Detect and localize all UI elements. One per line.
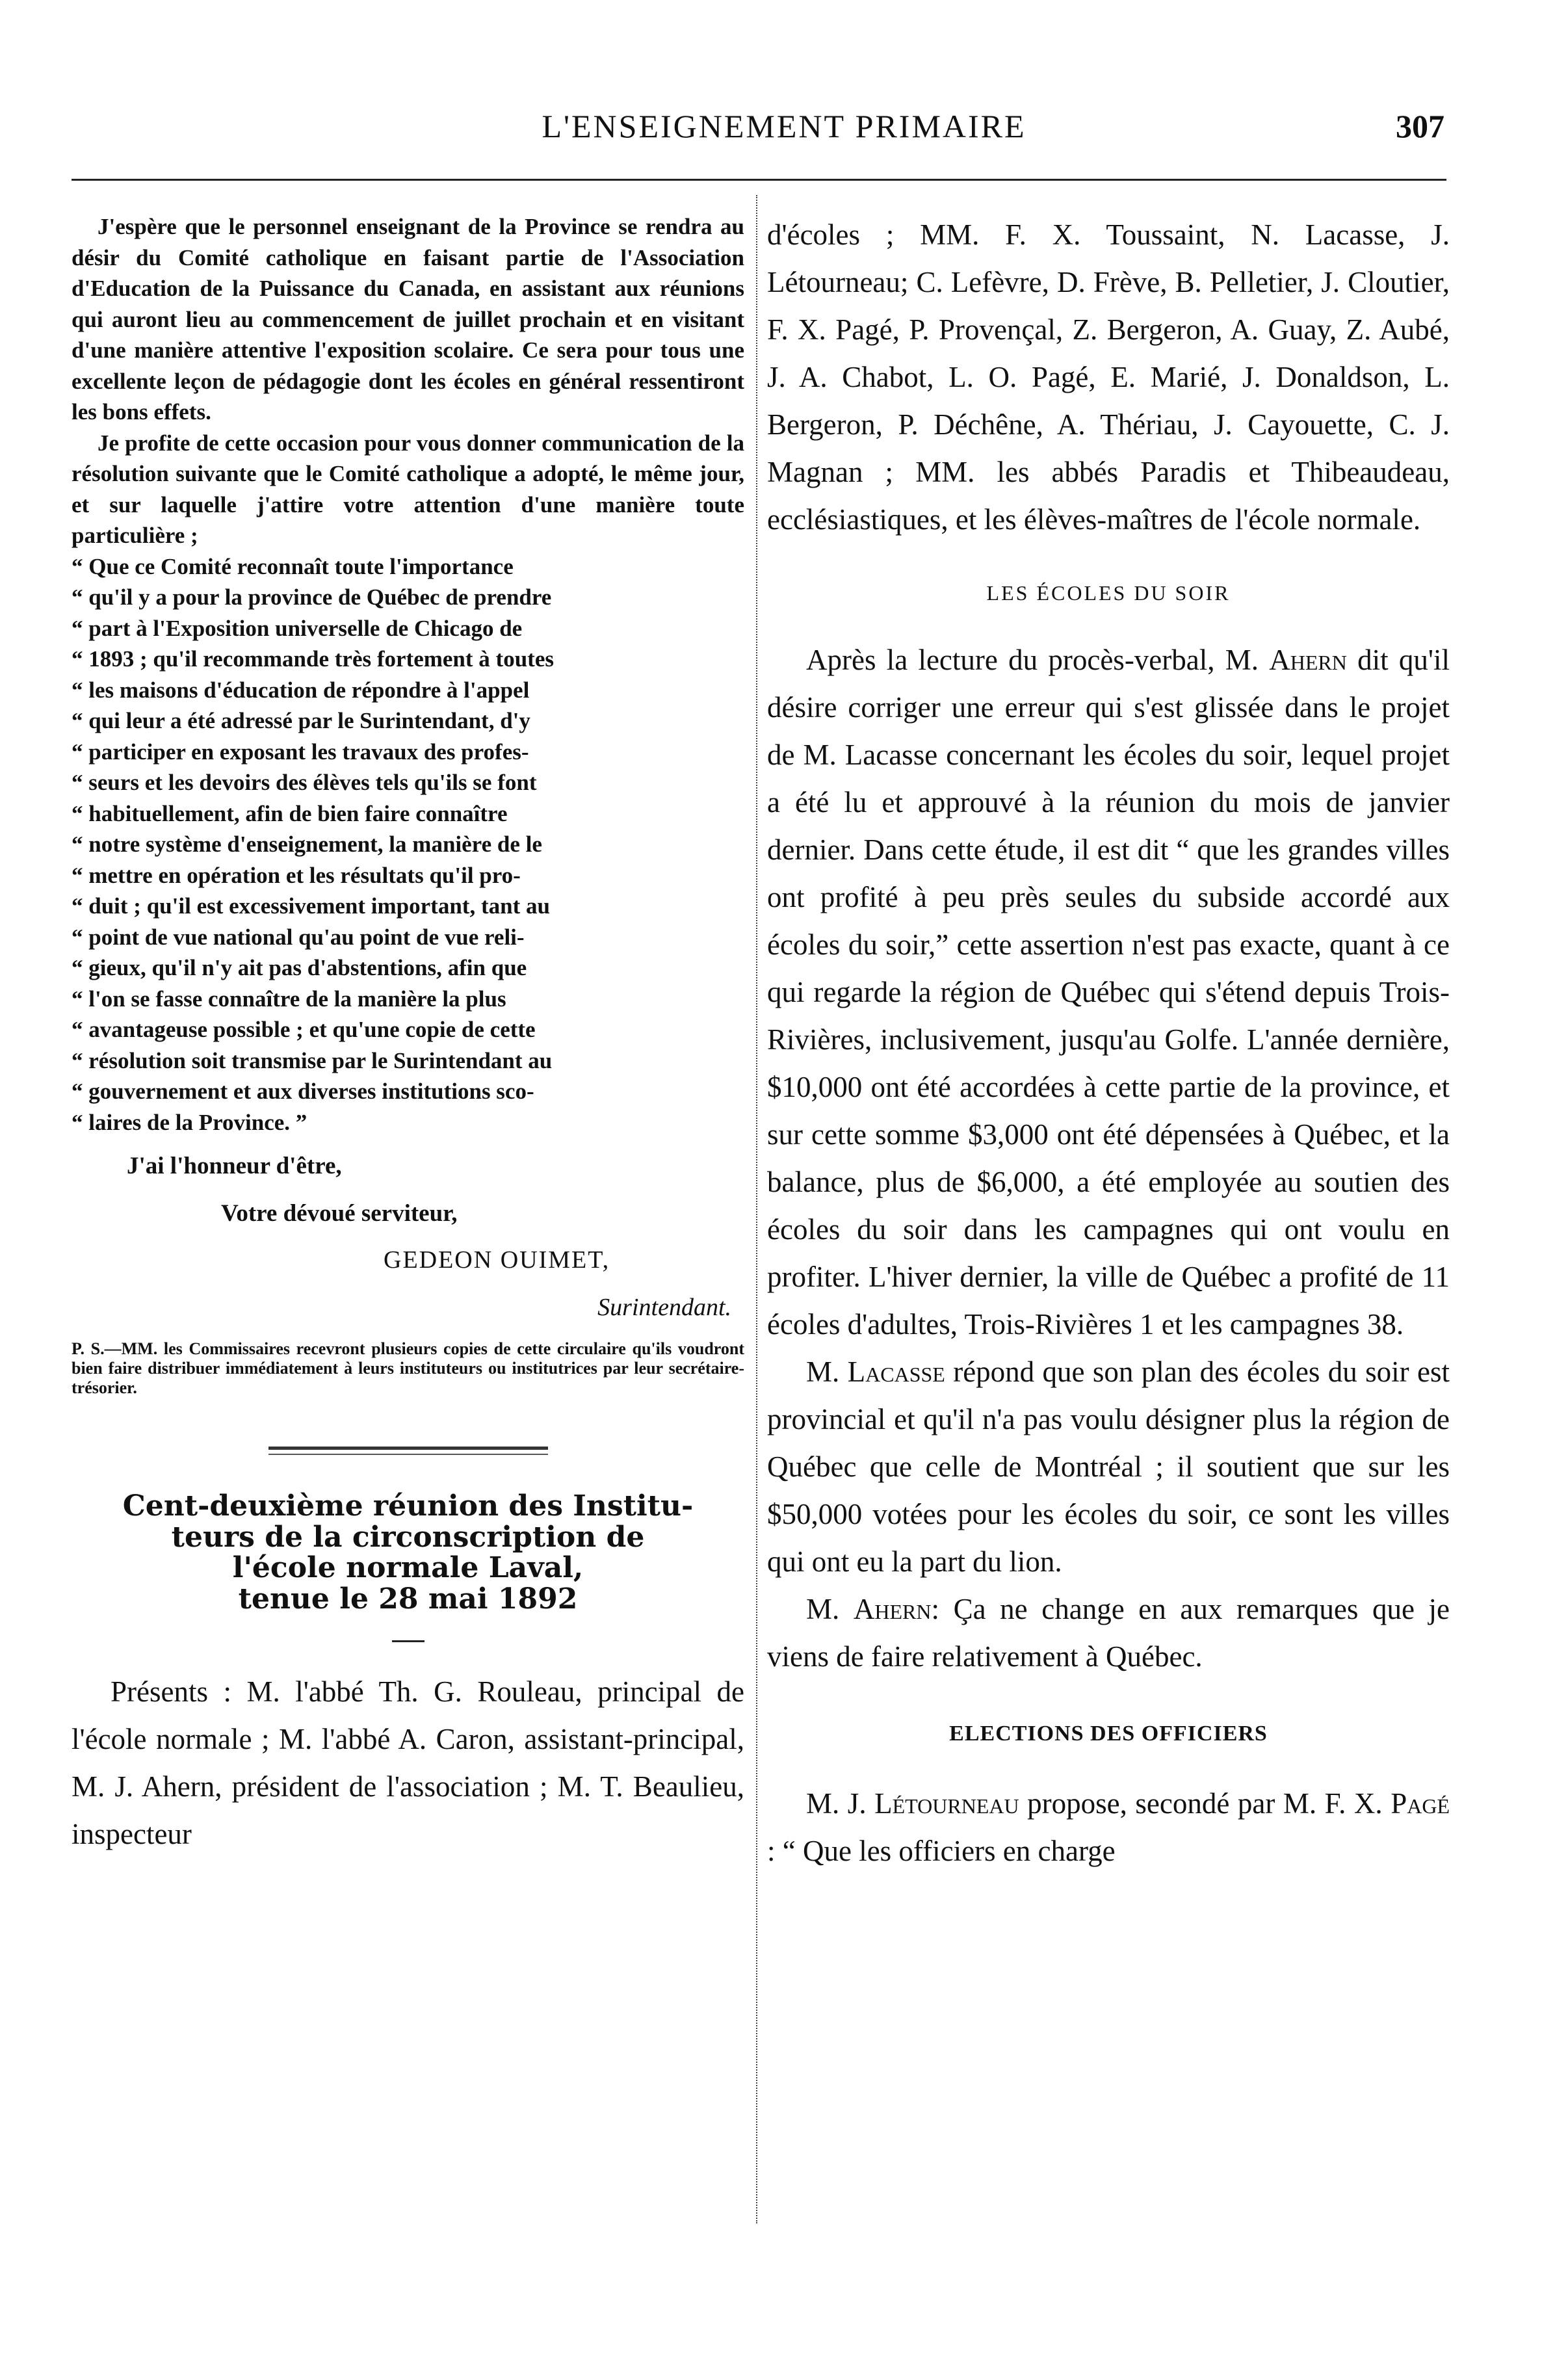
- resolution-line: “ avantageuse possible ; et qu'une copie de cette: [72, 1017, 536, 1042]
- resolution-line: “ Que ce Comité reconnaît toute l'importance: [72, 553, 514, 579]
- resolution-line: “ mettre en opération et les résultats qu'il pro-: [72, 862, 521, 888]
- closing-formula: J'ai l'honneur d'être,: [127, 1153, 342, 1179]
- resolution-line: “ part à l'Exposition universelle de Chicago de: [72, 615, 523, 641]
- section-heading-elections: ELECTIONS DES OFFICIERS: [949, 1722, 1268, 1746]
- paragraph: [767, 1348, 1450, 1586]
- resolution-line: “ l'on se fasse connaître de la manière la plus: [72, 986, 506, 1012]
- column-divider: [756, 195, 757, 2223]
- running-title: L'ENSEIGNEMENT PRIMAIRE: [542, 108, 1026, 144]
- page-header: [0, 107, 1568, 159]
- resolution-line: “ les maisons d'éducation de répondre à l'appel: [72, 677, 530, 703]
- meeting-heading-line: teurs de la circonscription de: [171, 1520, 645, 1554]
- text: M.: [806, 1356, 840, 1388]
- postscript: P. S.—MM. les Commissaires recevront plusieurs copies de cette circulaire qu'ils voudront bien faire distribuer immédiatement à leurs instituteurs ou institutrices par leur secrétaire-trésorier.: [72, 1339, 744, 1397]
- person-name: Létourneau: [874, 1787, 1019, 1820]
- signature-title: Surintendant.: [597, 1293, 731, 1321]
- right-text: [767, 211, 1450, 1875]
- person-name: Pagé: [1391, 1787, 1450, 1820]
- resolution-line: “ résolution soit transmise par le Surintendant au: [72, 1047, 553, 1073]
- text: dit qu'il désire corriger une erreur qui s'est glissée dans le projet de M. Lacasse concernant les écoles du soir, lequel projet a été lu et approuvé à la réunion du mois de janvier dernier. Dans cette étude, il est dit “ que les grandes villes ont profité à peu près seules du subside accordé aux écoles du soir,” cette assertion n'est pas exacte, quant à ce qui regarde la région de Québec qui s'étend depuis Trois-Rivières, inclusivement, jusqu'au Golfe. L'année dernière, $10,000 ont été accordées à cette partie de la province, et sur cette somme $3,000 ont été dépensées à Québec, et la balance, plus de $6,000, a été employée au soutien des écoles du soir dans les campagnes qui ont voulu en profiter. L'hiver dernier, la ville de Québec a profité de 11 écoles d'adultes, Trois-Rivières 1 et les campagnes 38.: [767, 644, 1450, 1341]
- meeting-heading-line: l'école normale Laval,: [232, 1551, 584, 1584]
- text: M.: [806, 1593, 840, 1625]
- text: M. J.: [806, 1787, 867, 1820]
- presents-block: [72, 1668, 744, 1858]
- meeting-heading-line: tenue le 28 mai 1892: [238, 1582, 578, 1616]
- closing-block: [72, 1151, 744, 1323]
- attendees-continuation: d'écoles ; MM. F. X. Toussaint, N. Lacasse, J. Létourneau; C. Lefèvre, D. Frève, B. Pelletier, J. Cloutier, F. X. Pagé, P. Provençal, Z. Bergeron, A. Guay, Z. Aubé, J. A. Chabot, L. O. Pagé, E. Marié, J. Donaldson, L. Bergeron, P. Déchêne, A. Thériau, J. Cayouette, C. J. Magnan ; MM. les abbés Paradis et Thibeaudeau, ecclésiastiques, et les élèves-maîtres de l'école normale.: [767, 218, 1450, 536]
- paragraph: [767, 636, 1450, 1348]
- resolution-line: “ participer en exposant les travaux des profes-: [72, 739, 529, 765]
- person-name: Ahern: [1269, 644, 1347, 676]
- resolution-line: “ duit ; qu'il est excessivement important, tant au: [72, 893, 550, 919]
- paragraph: [767, 1780, 1450, 1875]
- text: Après la lecture du procès-verbal, M.: [806, 644, 1259, 676]
- paragraph: [767, 1586, 1450, 1681]
- heading-dash: [392, 1640, 425, 1642]
- resolution-line: “ laires de la Province. ”: [72, 1109, 307, 1135]
- header-rule: [72, 179, 1446, 181]
- ornamental-rule: [268, 1447, 548, 1455]
- resolution-line: “ gieux, qu'il n'y ait pas d'abstentions, afin que: [72, 955, 527, 980]
- page-number: 307: [1396, 108, 1444, 144]
- resolution-line: “ habituellement, afin de bien faire connaître: [72, 800, 508, 826]
- left-column: [72, 211, 744, 1858]
- resolution-line: “ notre système d'enseignement, la manière de le: [72, 832, 542, 857]
- text: propose, secondé par M. F. X.: [1027, 1787, 1383, 1820]
- resolution-line: “ qu'il y a pour la province de Québec de prendre: [72, 584, 552, 610]
- circular-text: [72, 211, 744, 1138]
- paragraph: J'espère que le personnel enseignant de la Province se rendra au désir du Comité catholique en faisant partie de l'Association d'Education de la Puissance du Canada, en assistant aux réunions qui auront lieu au commencement de juillet prochain et en visitant d'une manière attentive l'exposition scolaire. Ce sera pour tous une excellente leçon de pédagogie dont les écoles en général ressentiront les bons effets.: [72, 214, 744, 425]
- resolution-line: “ gouvernement et aux diverses institutions sco-: [72, 1079, 534, 1104]
- text: : Ça ne change en aux remarques que je viens de faire relativement à Québec.: [767, 1593, 1450, 1673]
- resolution-line: “ point de vue national qu'au point de vue reli-: [72, 924, 525, 950]
- paragraph: Je profite de cette occasion pour vous donner communication de la résolution suivante que le Comité catholique a adopté, le même jour, et sur laquelle j'attire votre attention d'une manière toute particulière ;: [72, 430, 744, 548]
- closing-servant: Votre dévoué serviteur,: [221, 1199, 458, 1227]
- meeting-heading: [72, 1491, 744, 1614]
- resolution-line: “ qui leur a été adressé par le Surintendant, d'y: [72, 708, 530, 733]
- text: répond que son plan des écoles du soir est provincial et qu'il n'a pas voulu désigner plus la région de Québec que celle de Montréal ; il soutient que sur les $50,000 votées pour les écoles du soir, ce sont les villes qui ont eu la part du lion.: [767, 1356, 1450, 1578]
- person-name: Ahern: [853, 1593, 932, 1625]
- resolution-quote: [72, 551, 744, 1138]
- resolution-line: “ 1893 ; qu'il recommande très fortement à toutes: [72, 646, 554, 672]
- signature: GEDEON OUIMET,: [384, 1246, 610, 1274]
- right-column: [767, 211, 1450, 1875]
- text: : “ Que les officiers en charge: [767, 1835, 1116, 1867]
- person-name: Lacasse: [847, 1356, 945, 1388]
- presents-paragraph: Présents : M. l'abbé Th. G. Rouleau, principal de l'école normale ; M. l'abbé A. Caron, assistant-principal, M. J. Ahern, président de l'association ; M. T. Beaulieu, inspecteur: [72, 1675, 744, 1850]
- resolution-line: “ seurs et les devoirs des élèves tels qu'ils se font: [72, 770, 537, 795]
- meeting-heading-line: Cent-deuxième réunion des Institu-: [122, 1489, 694, 1523]
- section-heading-evening-schools: LES ÉCOLES DU SOIR: [986, 581, 1231, 605]
